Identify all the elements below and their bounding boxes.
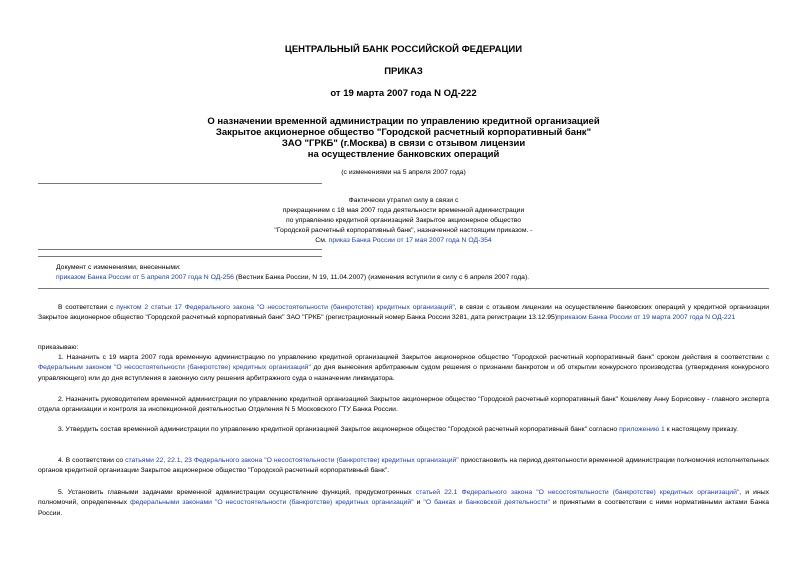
preamble-paragraph [38, 303, 769, 324]
law-articles-link[interactable]: статьями 22, 22.1, 23 Федерального закона "О несостоятельности (банкротстве) кредитных организаций" [125, 457, 459, 464]
title-line-4: на осуществление банковских операций [307, 149, 500, 160]
divider [38, 288, 769, 289]
lost-force-line-3: по управлению кредитной организацией Закрытое акционерное общество [285, 217, 522, 224]
item-4 [38, 456, 769, 477]
text: 3. Утвердить состав временной администрации по управлению кредитной организацией Закрытое акционерное общество "Городской расчетный корпоративный банк" согласно [58, 426, 620, 433]
order-od-221-link[interactable]: приказом Банка России от 19 марта 2007 года N ОД-221 [557, 314, 736, 322]
text: 5. Установить главными задачами временной администрации осуществление функций, предусмотренных [58, 489, 416, 496]
changes-label: Документ с изменениями, внесенными: [56, 264, 181, 271]
lost-force-line-1: Фактически утратил силу в связи с [348, 197, 459, 204]
text: к настоящему приказу. [664, 426, 738, 433]
see-label: См. [315, 237, 327, 244]
lost-force-line-2: прекращением с 18 мая 2007 года деятельности временной администрации [282, 207, 525, 214]
text: 4. В соответствии со [58, 457, 126, 464]
text: до дня вынесения арбитражным судом решения о признании банкротом и об открытии конкурсного производства (утверждения конкурсного управляющего) или до дня вступления в законную силу решения арбитражного суда о назначении ликвидатора. [38, 364, 769, 382]
bankruptcy-law-link[interactable]: Федеральным законом "О несостоятельности (банкротстве) кредитных организаций" [38, 364, 311, 372]
law-art22-1-link[interactable]: статьей 22.1 Федерального закона "О несостоятельности (банкротстве) кредитных организаций" [415, 489, 740, 496]
title-line-3: ЗАО "ГРКБ" (г.Москва) в связи с отзывом лицензии [281, 138, 526, 149]
title-line-1: О назначении временной администрации по управлению кредитной организацией [207, 116, 600, 127]
text: и [413, 499, 424, 507]
bank-name: ЦЕНТРАЛЬНЫЙ БАНК РОССИЙСКОЙ ФЕДЕРАЦИИ [284, 44, 523, 55]
divider [38, 249, 322, 250]
doc-date-number: от 19 марта 2007 года N ОД-222 [330, 88, 477, 99]
order-od-354-link[interactable]: приказ Банка России от 17 мая 2007 года N ОД-354 [328, 237, 492, 244]
law-art17-link[interactable]: пунктом 2 статьи 17 Федерального закона "О несостоятельности (банкротстве) кредитных организаций" [116, 304, 455, 311]
doc-type: ПРИКАЗ [384, 66, 423, 77]
banking-law-link[interactable]: "О банках и банковской деятельности" [423, 499, 550, 507]
divider [38, 183, 322, 184]
lost-force-see [0, 236, 807, 245]
changes-line [56, 273, 529, 283]
title-line-2: Закрытое акционерное общество "Городской расчетный корпоративный банк" [215, 127, 592, 138]
item-5 [38, 488, 769, 519]
amendment-note: (с изменениями на 5 апреля 2007 года) [341, 169, 466, 176]
order-od-256-link[interactable]: приказом Банка России от 5 апреля 2007 года N ОД-256 [56, 274, 234, 281]
item-2: 2. Назначить руководителем временной администрации по управлению кредитной организацией Закрытое акционерное общество "Городской расчетный корпоративный банк" Кошелеву Анну Борисовну - главного эксперта отдела организации и контроля за инспекционной деятельностью Отделения N 5 Московского ГТУ Банка России. [38, 396, 769, 414]
divider [38, 256, 322, 257]
item-1 [38, 353, 769, 384]
lost-force-line-4: "Городской расчетный корпоративный банк", назначенной настоящим приказом. - [274, 227, 533, 234]
item-3 [38, 425, 769, 435]
changes-rest: (Вестник Банка России, N 19, 11.04.2007) (изменения вступили в силу с 6 апреля 2007 года). [233, 274, 530, 281]
text: приостановить на период деятельности временной администрации полномочия исполнительных органов кредитной организации Закрытое акционерное общество "Городской расчетный корпоративный банк". [38, 457, 770, 475]
federal-laws-link[interactable]: федеральными законами "О несостоятельности (банкротстве) кредитных организаций" [130, 499, 414, 507]
appendix-1-link[interactable]: приложению 1 [619, 426, 665, 433]
text: 1. Назначить с 19 марта 2007 года временную администрацию по управлению кредитной организацией Закрытое акционерное общество "Городской расчетный корпоративный банк" сроком действия в соответствии с [58, 354, 769, 361]
text: , и иных полномочий, определенных [38, 489, 769, 507]
text: , в связи с отзывом лицензии на осуществление банковских операций у кредитной организации Закрытое акционерное общество "Городской расчетный корпоративный банк" ЗАО "ГРКБ" (регистрационный номер Банка России 3281, дата регистрации 13.12.95) [38, 304, 770, 322]
text: и принятыми в соответствии с ними нормативными актами Банка России. [38, 499, 770, 517]
order-word: приказываю: [38, 344, 79, 351]
text: В соответствии с [58, 304, 117, 311]
